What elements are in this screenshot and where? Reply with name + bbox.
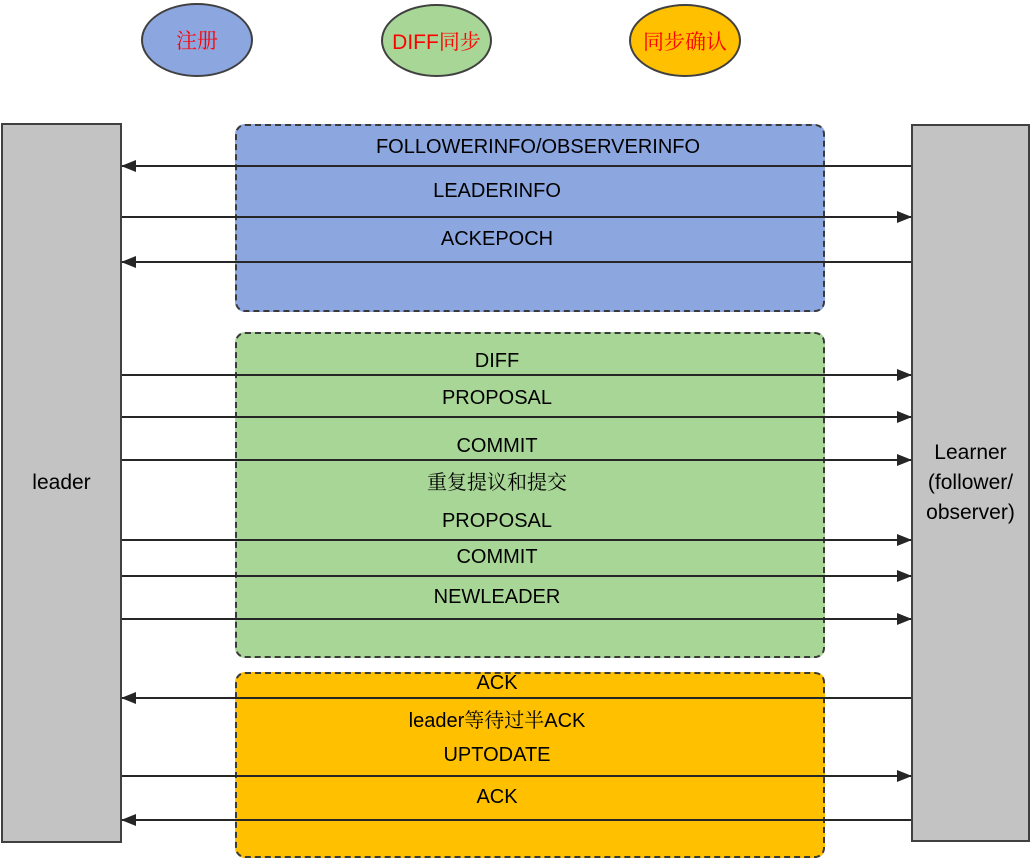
arrowhead-right-icon — [897, 613, 912, 625]
message-label-newleader: NEWLEADER — [433, 586, 561, 608]
legend-label-diff-sync: DIFF同步 — [392, 30, 481, 54]
actor-learner — [911, 124, 1030, 842]
arrow-followerinfo-to-leader — [122, 165, 911, 167]
message-label-diff: DIFF — [474, 350, 520, 372]
message-label-repeat-note: 重复提议和提交 — [427, 472, 567, 494]
actor-learner-label-line2: (follower/ — [927, 471, 1014, 494]
arrow-commit2-to-learner — [122, 575, 911, 577]
arrow-leaderinfo-to-learner — [122, 216, 911, 218]
message-label-ack-2: ACK — [476, 786, 518, 808]
message-label-wait-note: leader等待过半ACK — [408, 710, 586, 732]
arrowhead-right-icon — [897, 454, 912, 466]
arrow-newleader-to-learner — [122, 618, 911, 620]
arrowhead-left-icon — [121, 160, 136, 172]
message-label-proposal-2: PROPOSAL — [441, 510, 553, 532]
message-label-commit-2: COMMIT — [456, 546, 538, 568]
message-label-followerinfo: FOLLOWERINFO/OBSERVERINFO — [375, 136, 701, 158]
arrow-diff-to-learner — [122, 374, 911, 376]
message-label-leaderinfo: LEADERINFO — [433, 180, 561, 202]
arrowhead-right-icon — [897, 534, 912, 546]
arrowhead-right-icon — [897, 770, 912, 782]
arrowhead-right-icon — [897, 411, 912, 423]
legend-label-sync-confirm: 同步确认 — [643, 30, 727, 54]
legend-ellipse-sync-confirm — [629, 4, 741, 77]
arrowhead-right-icon — [897, 211, 912, 223]
legend-label-register: 注册 — [176, 30, 218, 53]
arrow-proposal2-to-learner — [122, 539, 911, 541]
actor-learner-label-line3: observer) — [926, 501, 1015, 524]
arrow-ack2-to-leader — [122, 819, 911, 821]
arrowhead-left-icon — [121, 814, 136, 826]
message-label-ackepoch: ACKEPOCH — [440, 228, 554, 250]
message-label-commit-1: COMMIT — [456, 435, 538, 457]
arrow-ack1-to-leader — [122, 697, 911, 699]
actor-leader — [1, 123, 122, 843]
arrowhead-left-icon — [121, 692, 136, 704]
arrow-commit1-to-learner — [122, 459, 911, 461]
message-label-proposal-1: PROPOSAL — [441, 387, 553, 409]
legend-ellipse-diff-sync — [381, 4, 492, 77]
arrow-uptodate-to-learner — [122, 775, 911, 777]
message-label-uptodate: UPTODATE — [443, 744, 551, 766]
arrowhead-right-icon — [897, 369, 912, 381]
legend-ellipse-register — [141, 3, 253, 77]
arrow-proposal1-to-learner — [122, 416, 911, 418]
arrowhead-left-icon — [121, 256, 136, 268]
actor-leader-label: leader — [32, 471, 91, 494]
actor-learner-label-line1: Learner — [934, 441, 1007, 464]
arrow-ackepoch-to-leader — [122, 261, 911, 263]
message-label-ack-1: ACK — [476, 672, 518, 694]
arrowhead-right-icon — [897, 570, 912, 582]
